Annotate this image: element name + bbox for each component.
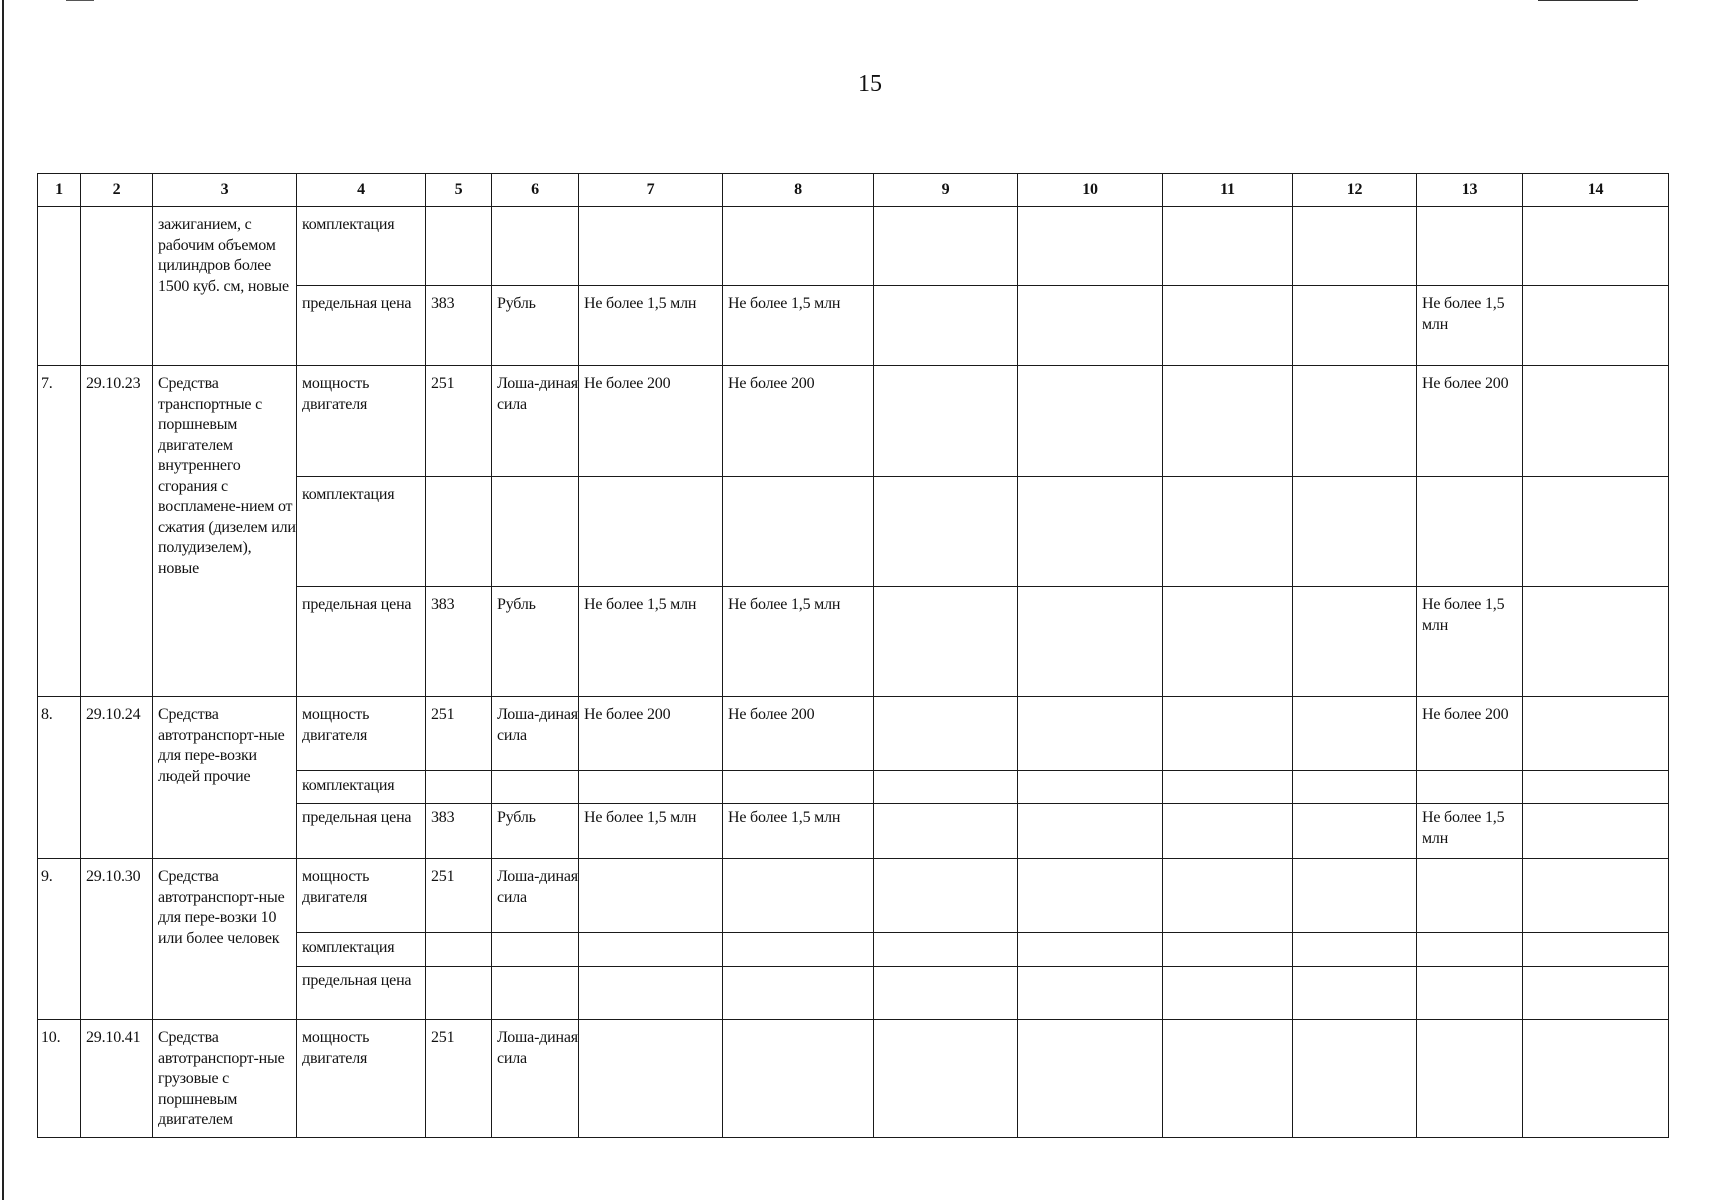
value-cell: Не более 1,5 млн <box>1417 804 1523 859</box>
unit-name: Рубль <box>492 286 579 366</box>
value-cell: Не более 1,5 млн <box>723 804 874 859</box>
item-name: Средства автотранспорт-ные для пере-возки людей прочие <box>153 697 297 859</box>
value-cell: Не более 200 <box>579 366 723 477</box>
characteristic-name: мощность двигателя <box>297 697 426 771</box>
okei-code: 383 <box>426 286 492 366</box>
table-row <box>38 366 1669 477</box>
okei-code: 251 <box>426 366 492 477</box>
value-cell: Не более 1,5 млн <box>1417 587 1523 697</box>
value-cell: Не более 200 <box>1417 366 1523 477</box>
okpd-code <box>81 207 153 366</box>
unit-name: Рубль <box>492 587 579 697</box>
okei-code: 383 <box>426 804 492 859</box>
value-cell: Не более 200 <box>1417 697 1523 771</box>
okpd-code: 29.10.41 <box>81 1020 153 1138</box>
item-name: зажиганием, с рабочим объемом цилиндров более 1500 куб. см, новые <box>153 207 297 366</box>
column-header: 14 <box>1523 174 1669 207</box>
unit-name: Лоша-диная сила <box>492 1020 579 1138</box>
characteristic-name: предельная цена <box>297 967 426 1020</box>
characteristic-name: мощность двигателя <box>297 1020 426 1138</box>
okei-code: 383 <box>426 587 492 697</box>
okei-code: 251 <box>426 697 492 771</box>
value-cell: Не более 1,5 млн <box>579 286 723 366</box>
table-header-row <box>38 174 1669 207</box>
item-name: Средства транспортные с поршневым двигателем внутреннего сгорания с воспламене-нием от сжатия (дизелем или полудизелем), новые <box>153 366 297 697</box>
item-name: Средства автотранспорт-ные для пере-возки 10 или более человек <box>153 859 297 1020</box>
column-header: 11 <box>1163 174 1293 207</box>
page-number: 15 <box>858 71 882 97</box>
left-margin-rule <box>2 0 4 1200</box>
column-header: 4 <box>297 174 426 207</box>
item-name: Средства автотранспорт-ные грузовые с поршневым двигателем <box>153 1020 297 1138</box>
okpd-code: 29.10.23 <box>81 366 153 697</box>
row-number: 10. <box>38 1020 81 1138</box>
unit-name: Лоша-диная сила <box>492 697 579 771</box>
characteristic-name: предельная цена <box>297 804 426 859</box>
scan-mark <box>66 0 94 1</box>
characteristic-name: предельная цена <box>297 587 426 697</box>
characteristic-name: комплектация <box>297 771 426 804</box>
value-cell: Не более 1,5 млн <box>579 587 723 697</box>
okei-code: 251 <box>426 859 492 933</box>
characteristic-name: мощность двигателя <box>297 859 426 933</box>
row-number: 9. <box>38 859 81 1020</box>
characteristic-name: комплектация <box>297 207 426 286</box>
characteristic-name: комплектация <box>297 477 426 587</box>
column-header: 7 <box>579 174 723 207</box>
unit-name: Рубль <box>492 804 579 859</box>
row-number: 8. <box>38 697 81 859</box>
table-row <box>38 697 1669 771</box>
characteristic-name: предельная цена <box>297 286 426 366</box>
characteristic-name: комплектация <box>297 933 426 967</box>
okpd-code: 29.10.24 <box>81 697 153 859</box>
value-cell: Не более 1,5 млн <box>723 587 874 697</box>
column-header: 6 <box>492 174 579 207</box>
value-cell: Не более 1,5 млн <box>579 804 723 859</box>
value-cell: Не более 1,5 млн <box>723 286 874 366</box>
column-header: 10 <box>1018 174 1163 207</box>
characteristics-table <box>37 173 1669 1138</box>
column-header: 12 <box>1293 174 1417 207</box>
column-header: 8 <box>723 174 874 207</box>
table-row <box>38 859 1669 933</box>
row-number <box>38 207 81 366</box>
column-header: 1 <box>38 174 81 207</box>
column-header: 9 <box>874 174 1018 207</box>
table-row <box>38 1020 1669 1138</box>
column-header: 5 <box>426 174 492 207</box>
value-cell: Не более 1,5 млн <box>1417 286 1523 366</box>
okpd-code: 29.10.30 <box>81 859 153 1020</box>
unit-name: Лоша-диная сила <box>492 366 579 477</box>
table-row <box>38 207 1669 286</box>
scan-mark <box>1538 0 1638 1</box>
column-header: 13 <box>1417 174 1523 207</box>
characteristic-name: мощность двигателя <box>297 366 426 477</box>
value-cell: Не более 200 <box>579 697 723 771</box>
column-header: 3 <box>153 174 297 207</box>
unit-name: Лоша-диная сила <box>492 859 579 933</box>
okei-code: 251 <box>426 1020 492 1138</box>
value-cell: Не более 200 <box>723 697 874 771</box>
row-number: 7. <box>38 366 81 697</box>
value-cell: Не более 200 <box>723 366 874 477</box>
column-header: 2 <box>81 174 153 207</box>
